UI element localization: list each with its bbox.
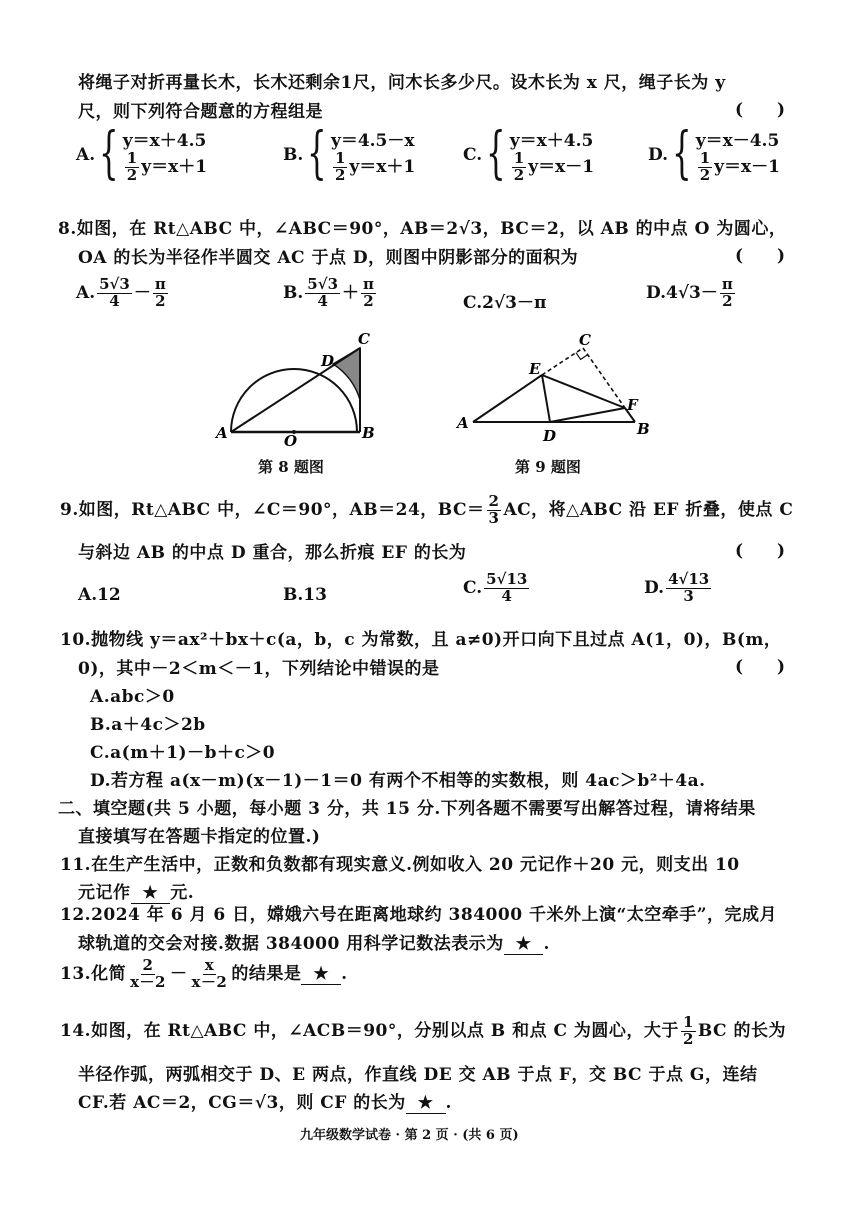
q7-line1: 将绳子对折再量长木，长木还剩余1尺，问木长多少尺。设木长为 x 尺，绳子长为 y: [78, 73, 726, 93]
q10-option-c: C.a(m＋1)－b＋c＞0: [90, 743, 276, 763]
q8-option-a: A. $\frac{5√3}{4}$ － $\frac{\pi}{2}$: [76, 275, 166, 310]
q10-line2: 0)，其中－2＜m＜－1，下列结论中错误的是: [78, 659, 440, 679]
q7-option-b-frac: $\frac{1}{2}$: [334, 149, 346, 184]
q12-line2: 球轨道的交会对接.数据 384000 用科学记数法表示为 ★ .: [78, 934, 550, 954]
q9-fraction: $\frac{2}{3}$: [488, 492, 500, 527]
q8-option-d: D.4√3－ $\frac{\pi}{2}$: [646, 275, 733, 310]
figure-9-diagram: [455, 330, 655, 450]
q14-line3: CF.若 AC＝2，CG＝√3，则 CF 的长为 ★ .: [78, 1093, 452, 1113]
fig8-label-o: O: [284, 432, 298, 450]
q12-line1: 12.2024 年 6 月 6 日，嫦娥六号在距离地球约 384000 千米外上演“太空牵手”，完成月: [60, 905, 778, 925]
q10-option-d: D.若方程 a(x－m)(x－1)－1＝0 有两个不相等的实数根，则 4ac＞b²＋4a.: [90, 771, 706, 791]
q11-line2: 元记作 ★ 元.: [78, 883, 195, 903]
fig9-line-df: [550, 408, 625, 422]
q7-option-c-letter: C.: [463, 144, 483, 165]
q8-option-b: B. $\frac{5√3}{4}$ ＋ $\frac{\pi}{2}$: [283, 275, 375, 310]
q7-option-d-eq1: y＝x－4.5: [695, 131, 780, 151]
q9-line1: 9.如图，Rt△ABC 中，∠C＝90°，AB＝24，BC＝ $\frac{2}{3}$ AC，将△ABC 沿 EF 折叠，使点 C: [60, 492, 794, 527]
q14-line2: 半径作弧，两弧相交于 D、E 两点，作直线 DE 交 AB 于点 F，交 BC 于点 G，连结: [78, 1065, 758, 1085]
figure-8-caption: 第 8 题图: [258, 458, 324, 476]
q7-option-a-letter: A.: [76, 144, 96, 165]
brace-icon: {: [672, 121, 692, 186]
fig8-label-a: A: [216, 424, 228, 442]
fig9-label-a: A: [457, 414, 469, 432]
fig9-line-ed: [542, 375, 550, 422]
q7-option-d-eq2: y＝x－1: [714, 156, 780, 177]
q7-line2: 尺，则下列符合题意的方程组是: [78, 102, 323, 122]
figure-9-caption: 第 9 题图: [515, 458, 581, 476]
section2-header-line1: 二、填空题(共 5 小题，每小题 3 分，共 15 分.下列各题不需要写出解答过程，请将结果: [58, 799, 756, 819]
q7-option-b-letter: B.: [283, 144, 304, 165]
q7-option-b: [283, 121, 416, 186]
q14-fraction: $\frac{1}{2}$: [682, 1013, 694, 1048]
fig9-label-c: C: [579, 331, 591, 349]
q10-option-b: B.a＋4c＞2b: [90, 715, 206, 735]
q11-line1: 11.在生产生活中，正数和负数都有现实意义.例如收入 20 元记作＋20 元，则支出 10: [60, 855, 740, 875]
q7-option-a-frac: $\frac{1}{2}$: [126, 149, 138, 184]
fig9-label-f: F: [627, 396, 638, 414]
q14-answer-blank: ★: [406, 1093, 446, 1114]
q13-fraction-2: $\frac{x}{x-2}$: [191, 956, 228, 991]
q8-option-c: C.2√3－π: [463, 293, 547, 313]
section2-header-line2: 直接填写在答题卡指定的位置.): [78, 827, 321, 847]
fig9-label-d: D: [543, 427, 557, 445]
q14-line1: 14.如图，在 Rt△ABC 中，∠ACB＝90°，分别以点 B 和点 C 为圆心，大于 $\frac{1}{2}$ BC 的长为: [60, 1013, 787, 1048]
q7-option-b-eq1: y＝4.5－x: [330, 131, 415, 151]
fig9-label-e: E: [529, 360, 541, 378]
fig9-label-b: B: [637, 420, 650, 438]
fig8-label-c: C: [358, 330, 370, 348]
q7-option-d-letter: D.: [648, 144, 669, 165]
figure-8-diagram: [210, 330, 380, 450]
q7-option-c-eq2: y＝x－1: [528, 156, 595, 177]
q7-option-c-frac: $\frac{1}{2}$: [513, 149, 525, 184]
fig8-label-b: B: [362, 424, 375, 442]
fig9-right-angle-mark: [576, 353, 588, 360]
page-footer: 九年级数学试卷 · 第 2 页 · (共 6 页): [300, 1128, 519, 1143]
fig9-line-ae: [473, 375, 542, 422]
q13-answer-blank: ★: [301, 964, 341, 985]
q8-line2: OA 的长为半径作半圆交 AC 于点 D，则图中阴影部分的面积为: [78, 248, 579, 268]
q7-answer-paren: ( ): [735, 100, 786, 120]
q7-option-a-eq2: y＝x＋1: [141, 156, 208, 177]
q13-line: 13.化简 $\frac{2}{x-2}$ － $\frac{x}{x-2}$ 的结果是 ★ .: [60, 956, 348, 991]
brace-icon: {: [486, 121, 506, 186]
fig8-semicircle: [231, 369, 357, 432]
brace-icon: {: [307, 121, 327, 186]
q9-option-d: D. $\frac{4√13}{3}$: [644, 570, 710, 605]
q7-option-c: [463, 121, 595, 186]
q7-option-c-eq1: y＝x＋4.5: [509, 131, 594, 151]
q9-option-c: C. $\frac{5√13}{4}$: [463, 570, 528, 605]
q9-answer-paren: ( ): [735, 541, 786, 561]
q13-fraction-1: $\frac{2}{x-2}$: [130, 956, 166, 991]
q9-option-b: B.13: [283, 585, 327, 605]
q7-option-b-eq2: y＝x＋1: [349, 156, 416, 177]
q10-line1: 10.抛物线 y＝ax²＋bx＋c(a，b，c 为常数，且 a≠0)开口向下且过点 A(1，0)，B(m，: [60, 630, 782, 650]
q7-option-a-eq1: y＝x＋4.5: [122, 131, 207, 151]
q7-option-d: [648, 121, 780, 186]
q7-option-a: [76, 121, 208, 186]
fig8-label-d: D: [321, 352, 335, 370]
q10-option-a: A.abc＞0: [90, 687, 175, 707]
q9-line2: 与斜边 AB 的中点 D 重合，那么折痕 EF 的长为: [78, 543, 467, 563]
brace-icon: {: [99, 121, 119, 186]
q10-answer-paren: ( ): [735, 657, 786, 677]
q8-line1: 8.如图，在 Rt△ABC 中，∠ABC＝90°，AB＝2√3，BC＝2，以 AB 的中点 O 为圆心，: [58, 219, 787, 239]
q11-answer-blank: ★: [131, 883, 171, 904]
q7-option-d-frac: $\frac{1}{2}$: [699, 149, 711, 184]
fig9-line-ec: [542, 348, 583, 375]
q9-option-a: A.12: [78, 585, 121, 605]
q12-answer-blank: ★: [504, 934, 544, 955]
q8-answer-paren: ( ): [735, 246, 786, 266]
